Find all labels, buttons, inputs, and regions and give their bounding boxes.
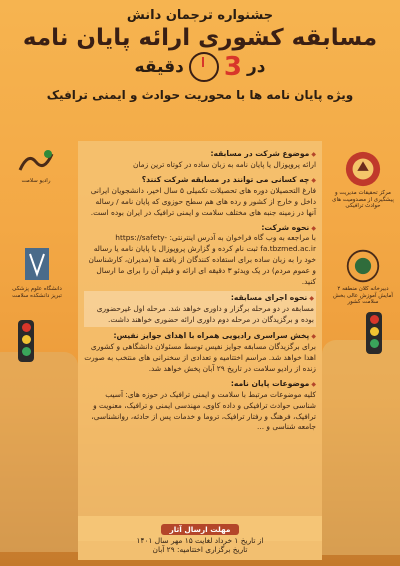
section-title: ◆ موضوع شرکت در مسابقه: bbox=[84, 148, 316, 160]
bus-illustration-left bbox=[0, 352, 78, 552]
section-broadcast-awards bbox=[84, 330, 316, 375]
radio-salamat-logo-icon bbox=[14, 148, 58, 176]
section-eligibility bbox=[84, 174, 316, 219]
section-body: مسابقه در دو مرحله برگزار و داوری خواهد شد. مرحله اول غیرحضوری بوده و برگزیدگان در مرحله دوم داوری ارائه حضوری خواهند داشت. bbox=[96, 304, 314, 325]
deadline-range: از تاریخ ۱ خرداد لغایت ۱۵ مهر سال ۱۴۰۱ bbox=[136, 536, 264, 545]
logo-tabriz-university-label: دانشگاه علوم پزشکی تبریز دانشکده سلامت bbox=[12, 286, 62, 299]
traffic-light-icon bbox=[366, 312, 382, 354]
section-body: برای برگزیدگان مسابقه جوایز نفیس توسط مسئولان دانشگاهی و کشوری اهدا خواهد شد. مراسم اختتامیه و تعدادی از سخنرانی های منتخب به صورت زنده از رادیو سلامت در تاریخ ۲۹ آبان پخش خواهد شد. bbox=[84, 341, 316, 373]
section-topic bbox=[84, 148, 316, 171]
section-participation bbox=[84, 222, 316, 289]
bus-illustration-right bbox=[322, 340, 400, 555]
section-body: فارغ التحصیلان دوره های تحصیلات تکمیلی ۵ سال اخیر، دانشجویان ایرانی داخل و خارج از کشور و رده های هم سطح حوزوی که پایان نامه / رساله آنها در زمینه جنبه های مختلف سلامت و ایمنی ترافیک در ایران بوده است. bbox=[90, 185, 316, 217]
section-body: کلیه موضوعات مرتبط با سلامت و ایمنی ترافیک در حوزه های: آسیب شناسی حوادث ترافیکی و داده کاوی، مهندسی ایمنی و ترافیک، معنویت و ترافیک، فرهنگ و رفتار ترافیک، تروما و خدمات پس از حادثه، روانشناسی، جامعه شناسی و ... bbox=[91, 389, 316, 432]
research-center-emblem-icon bbox=[344, 150, 382, 188]
logo-radio-salamat bbox=[6, 148, 66, 185]
event-title: مسابقه کشوری ارائه پایان نامه bbox=[22, 25, 378, 51]
timer-number: 3 bbox=[223, 52, 242, 82]
content-panel bbox=[78, 141, 322, 541]
section-title: ◆ نحوه شرکت: bbox=[84, 222, 316, 234]
section-body: ارائه پروپوزال یا پایان نامه به زبان ساده در کوتاه ترین زمان bbox=[132, 159, 316, 169]
secretariat-emblem-icon bbox=[345, 248, 381, 284]
logo-research-center-label: مرکز تحقیقات مدیریت و پیشگیری از مصدومیت های حوادث ترافیکی bbox=[332, 190, 394, 210]
university-emblem-icon bbox=[22, 246, 52, 284]
logo-secretariat bbox=[332, 248, 394, 306]
section-title: ◆ چه کسانی می توانند در مسابقه شرکت کنند؟ bbox=[84, 174, 316, 186]
section-thesis-topics bbox=[84, 378, 316, 434]
timer-line bbox=[0, 52, 400, 82]
deadline-label: مهلت ارسال آثار bbox=[161, 524, 238, 535]
timer-prefix: در bbox=[246, 57, 266, 77]
clock-icon bbox=[189, 52, 219, 82]
logo-research-center bbox=[332, 150, 394, 210]
section-title: ◆ نحوه اجرای مسابقه: bbox=[86, 292, 314, 304]
poster-header bbox=[0, 6, 400, 102]
section-body: با مراجعه به وب گاه فراخوان به آدرس اینترنتی: https://safety-fa.tbzmed.ac.ir ثبت نام کرده و گزارش پروپوزال یا پایان نامه یا رساله خود را به زبان ساده برای استفاده کنندگان از یافته ها (مدیران، کارشناسان و عموم مردم) در یک ویدئو ۳ دقیقه ای ارائه و فیلم آن را برای ما ارسال کنید. bbox=[88, 233, 316, 287]
logo-secretariat-label: دبیرخانه کلان منطقه ۲ آمایش آموزش عالی بخش سلامت کشور bbox=[333, 286, 393, 306]
event-tagline: ویژه پایان نامه ها با محوریت حوادث و ایمنی ترافیک bbox=[46, 88, 354, 102]
deadline bbox=[78, 524, 322, 554]
section-title: ◆ پخش سراسری رادیویی همراه با اهدای جوایز نفیس: bbox=[84, 330, 316, 342]
section-procedure bbox=[84, 291, 316, 327]
logo-radio-salamat-label: رادیو سلامت bbox=[21, 178, 51, 184]
closing-ceremony-date: تاریخ برگزاری اختتامیه: ۲۹ آبان bbox=[152, 545, 248, 554]
section-title: ◆ موضوعات پایان نامه: bbox=[84, 378, 316, 390]
traffic-light-icon bbox=[18, 320, 34, 362]
timer-unit: دقیقه bbox=[134, 57, 184, 77]
logo-tabriz-university bbox=[6, 246, 68, 299]
event-subtitle: جشنواره ترجمان دانش bbox=[126, 8, 274, 23]
